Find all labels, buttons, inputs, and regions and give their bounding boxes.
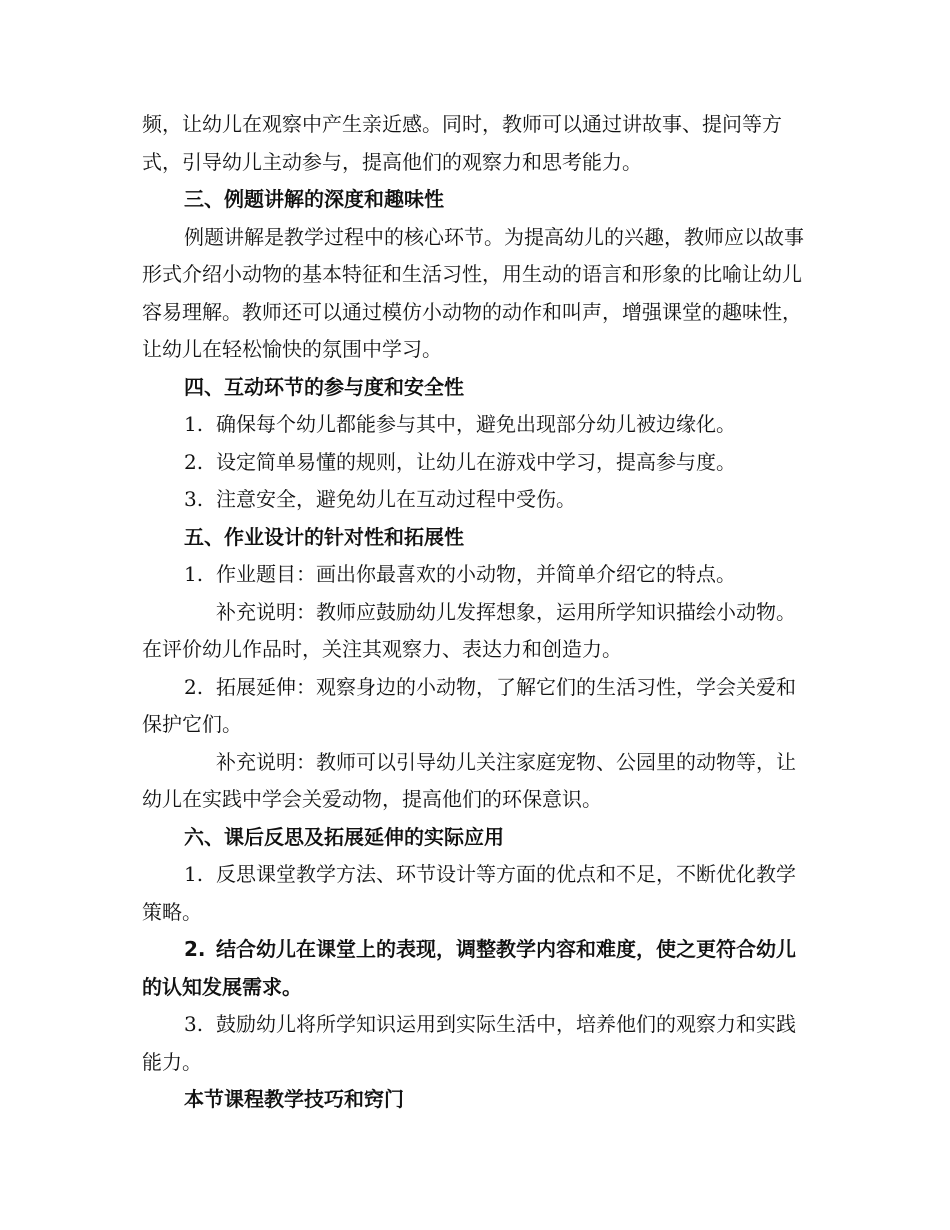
list-item-text: 反思课堂教学方法、环节设计等方面的优点和不足，不断优化教学策略。 [142, 862, 796, 924]
list-item [142, 406, 814, 444]
note-paragraph: 补充说明：教师应鼓励幼儿发挥想象，运用所学知识描绘小动物。在评价幼儿作品时，关注其观察力、表达力和创造力。 [142, 599, 796, 661]
section-heading: 本节课程教学技巧和窍门 [184, 1087, 404, 1111]
list-item-text: 结合幼儿在课堂上的表现，调整教学内容和难度，使之更符合幼儿的认知发展需求。 [142, 937, 796, 999]
document-body [142, 106, 814, 1119]
list-number: 2. [184, 674, 204, 699]
section-heading: 四、互动环节的参与度和安全性 [184, 374, 464, 399]
list-item-text: 拓展延伸：观察身边的小动物，了解它们的生活习性，学会关爱和保护它们。 [142, 674, 796, 736]
section-heading: 六、课后反思及拓展延伸的实际应用 [184, 824, 504, 849]
list-number: 3. [184, 1012, 204, 1036]
list-number: 1. [184, 562, 204, 586]
list-item [142, 856, 814, 931]
note-paragraph: 补充说明：教师可以引导幼儿关注家庭宠物、公园里的动物等，让幼儿在实践中学会关爱动物，提高他们的环保意识。 [142, 749, 796, 811]
list-item [142, 669, 814, 744]
list-item [142, 556, 814, 594]
list-item-text: 注意安全，避免幼儿在互动过程中受伤。 [216, 487, 576, 511]
list-number: 2. [184, 937, 206, 961]
list-item-bold [142, 931, 814, 1006]
list-item-text: 作业题目：画出你最喜欢的小动物，并简单介绍它的特点。 [216, 562, 736, 586]
list-number: 2. [184, 449, 204, 474]
section-heading: 三、例题讲解的深度和趣味性 [184, 187, 444, 211]
list-item-text: 鼓励幼儿将所学知识运用到实际生活中，培养他们的观察力和实践能力。 [142, 1012, 796, 1074]
list-number: 1. [184, 412, 204, 436]
list-item [142, 444, 814, 482]
list-number: 3. [184, 487, 204, 511]
section-heading: 五、作业设计的针对性和拓展性 [184, 524, 464, 549]
body-paragraph: 频，让幼儿在观察中产生亲近感。同时，教师可以通过讲故事、提问等方式，引导幼儿主动参与，提高他们的观察力和思考能力。 [142, 112, 782, 174]
list-item [142, 1006, 814, 1081]
list-item-text: 确保每个幼儿都能参与其中，避免出现部分幼儿被边缘化。 [216, 412, 736, 436]
list-item-text: 设定简单易懂的规则，让幼儿在游戏中学习，提高参与度。 [216, 449, 736, 474]
list-item [142, 481, 814, 519]
list-number: 1. [184, 862, 204, 886]
body-paragraph: 例题讲解是教学过程中的核心环节。为提高幼儿的兴趣，教师应以故事形式介绍小动物的基本特征和生活习性，用生动的语言和形象的比喻让幼儿容易理解。教师还可以通过模仿小动物的动作和叫声，增强课堂的趣味性，让幼儿在轻松愉快的氛围中学习。 [142, 224, 804, 361]
